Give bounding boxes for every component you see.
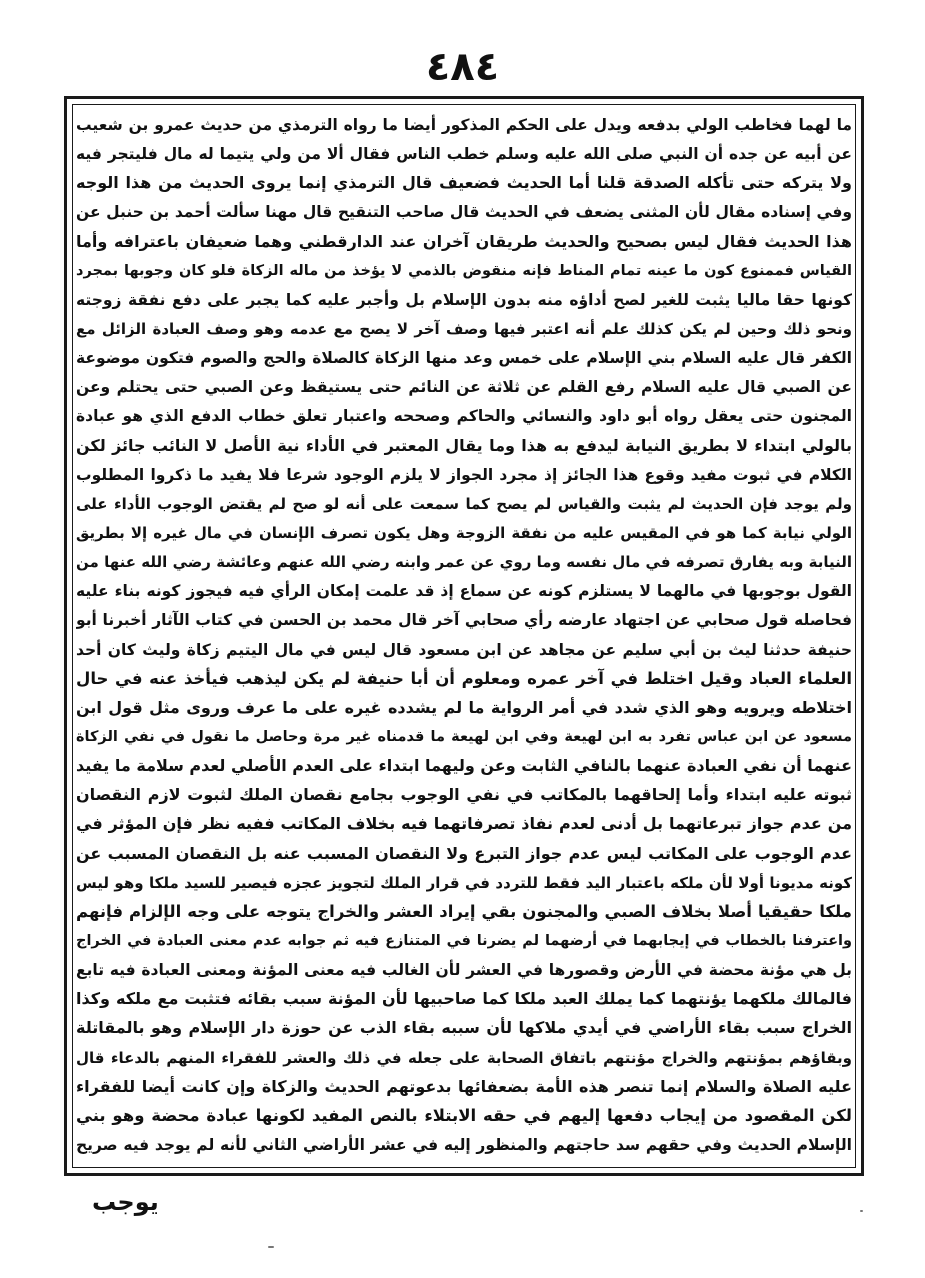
text-line: العلماء العباد وقيل اختلط في آخر عمره ومعلوم أن أبا حنيفة لم يكن ليذهب فيأخذ عنه في حال	[76, 668, 852, 688]
text-line: ولم يوجد فإن الحديث لم يثبت والقياس لم يصح كما سمعت على أنه لو صح لم يقتض الوجوب الأداء على	[76, 494, 852, 513]
text-line: ملكا حقيقيا أصلا بخلاف الصبي والمجنون بقي إيراد العشر والخراج يتوجه على وجه الإلزام فإنهم	[76, 901, 852, 921]
text-line: وبقاؤهم بمؤنتهم والخراج مؤنتهم باتفاق الصحابة على جعله في ذلك والعشر للفقراء المنهم بالدعاء قال	[76, 1048, 852, 1067]
text-line: عليه الصلاة والسلام إنما تنصر هذه الأمة بضعفائها بدعوتهم الحديث والزكاة وإن كانت أيضا للفقراء	[76, 1076, 852, 1096]
text-line: الخراج سبب بقاء الأراضي في أيدي ملاكها لأن سببه بقاء الذب عن حوزة دار الإسلام وهو بالمقاتلة	[76, 1018, 852, 1038]
text-line: المجنون حتى يعقل رواه أبو داود والنسائي والحاكم وصححه واعتبار تعلق خطاب الدفع الذي هو عبادة	[76, 407, 852, 426]
text-line: الإسلام الحديث وفي حقهم سد حاجتهم والمنظور إليه في عشر الأراضي الثاني لأنه لم يوجد فيه صريح	[76, 1135, 852, 1154]
text-line: حنيفة حدثنا ليث بن أبي سليم عن مجاهد عن ابن مسعود قال ليس في مال اليتيم زكاة وليث كان أحد	[76, 640, 852, 659]
text-line: عن الصبي قال عليه السلام رفع القلم عن ثلاثة عن النائم حتى يستيقظ وعن الصبي حتى يحتلم وعن	[76, 378, 852, 397]
text-line: ما لهما فخاطب الولي بدفعه ويدل على الحكم المذكور أيضا ما رواه الترمذي من حديث عمرو بن شعيب	[76, 116, 852, 134]
text-line: كونه مديونا أولا لأن ملكه باعتبار اليد فقط للتردد في قرار الملك لتجويز عجزه فيصير للسيد ملكا وهو ليس	[76, 873, 852, 892]
text-line: عدم الوجوب على المكاتب ليس عدم جواز التبرع ولا النقصان المسبب عنه بل النقصان المسبب عن	[76, 843, 852, 863]
text-line: ولا يتركه حتى تأكله الصدقة قلنا أما الحديث فضعيف قال الترمذي إنما يروى الحديث من هذا الوجه	[76, 173, 852, 193]
page-number: ٤٨٤	[425, 44, 500, 90]
text-line: القول بوجوبها في مالهما لا يستلزم كونه عن سماع إذ قد علمت إمكان الرأي فيه فيجوز كونه بناء عليه	[76, 582, 852, 601]
text-line: اختلاطه ويرويه وهو الذي شدد في أمر الرواية ما لم يشدده غيره على ما عرف وروى مثل قول ابن	[76, 697, 852, 717]
text-line: عنهما أن نفي العبادة عنهما بالنافي الثابت وعن وليهما ابتداء على العدم الأصلي لعدم سلامة ما يفيد	[76, 756, 852, 776]
text-line: لكن المقصود من إيجاب دفعها إليهم في حقه الابتلاء بالنص المفيد لكونها عبادة محضة وهو بني	[76, 1105, 852, 1125]
text-line: القياس فممنوع كون ما عينه تمام المناط فإنه منقوض بالذمي لا يؤخذ من ماله الزكاة فلو كان وجوبها بمجرد	[76, 262, 852, 279]
text-line: فحاصله قول صحابي عن اجتهاد عارضه رأي صحابي آخر قال محمد بن الحسن في كتاب الآثار أخبرنا أبو	[76, 611, 852, 630]
text-line: واعترفنا بالخطاب في إيجابهما في أرضهما لم يضرنا في المتنازع فيه ثم جوابه عدم معنى العبادة في الخراج	[76, 932, 852, 949]
text-line: فالمالك ملكهما يؤنتهما كما يملك العبد ملكا كما صاحبيها لأن المؤنة سبب بقائه فتثبت مع ملكه وكذا	[76, 989, 852, 1009]
text-line: ثبوته عليه ابتداء وأما إلحاقهما بالمكاتب في نفي الوجوب بجامع نقصان الملك لثبوت لازم النقصان	[76, 785, 852, 805]
text-line: بالولي ابتداء لا بطريق النيابة ليدفع به هذا وما يقال المعتبر في الأداء نية الأصل لا النائب جائز لكن	[76, 435, 852, 455]
text-line: النيابة وبه يفارق تصرفه في مال نفسه وما روي عن عمر وابنه رضي الله عنهم وعائشة رضي الله عنها من	[76, 553, 852, 572]
scan-speck	[860, 1210, 863, 1212]
text-line: الولي نيابة كما هو في المقيس عليه من نفقة الزوجة وهل يكون تصرف الإنسان في مال غيره إلا بطريق	[76, 523, 852, 542]
text-line: الكلام في ثبوت مفيد وقوع هذا الجائز إذ مجرد الجواز لا يلزم الوجود شرعا فلا يفيد ما ذكروا المطلوب	[76, 465, 852, 484]
scan-speck	[268, 1246, 274, 1248]
text-line: من عدم جواز تبرعاتهما بل أدنى لعدم نفاذ تصرفاتهما فيه بخلاف المكاتب ففيه نظر فإن المؤثر في	[76, 814, 852, 834]
text-line: هذا الحديث فقال ليس بصحيح والحديث طريقان آخران عند الدارقطني وهما ضعيفان باعترافه وأما	[76, 231, 852, 251]
catchword: يوجب	[92, 1188, 159, 1216]
text-line: عن أبيه عن جده أن النبي صلى الله عليه وسلم خطب الناس فقال ألا من ولي يتيما له مال فليتجر فيه	[76, 145, 852, 164]
main-text-block	[76, 108, 852, 1164]
text-line: مسعود عن ابن عباس تفرد به ابن لهيعة وفي ابن لهيعة ما قدمناه غير مرة وحاصل ما نقول في نفي الزكاة	[76, 728, 852, 745]
text-line: ونحو ذلك وحين لم يكن كذلك علم أنه اعتبر فيها وصف آخر لا يصح مع عدمه وهو وصف العبادة الزائل مع	[76, 319, 852, 338]
text-line: بل هي مؤنة محضة في الأرض وقصورها في العشر لأن الغالب فيه معنى المؤنة ومعنى العبادة فيه تابع	[76, 961, 852, 980]
text-line: الكفر قال عليه السلام بني الإسلام على خمس وعد منها الزكاة كالصلاة والحج والصوم فتكون موضوعة	[76, 349, 852, 368]
text-line: وفي إسناده مقال لأن المثنى يضعف في الحديث قال صاحب التنقيح قال مهنا سألت أحمد بن حنبل عن	[76, 203, 852, 222]
text-line: كونها حقا ماليا يثبت للغير لصح أداؤه منه بدون الإسلام بل وأجبر عليه كما يجبر على دفع نفقة زوجته	[76, 290, 852, 309]
